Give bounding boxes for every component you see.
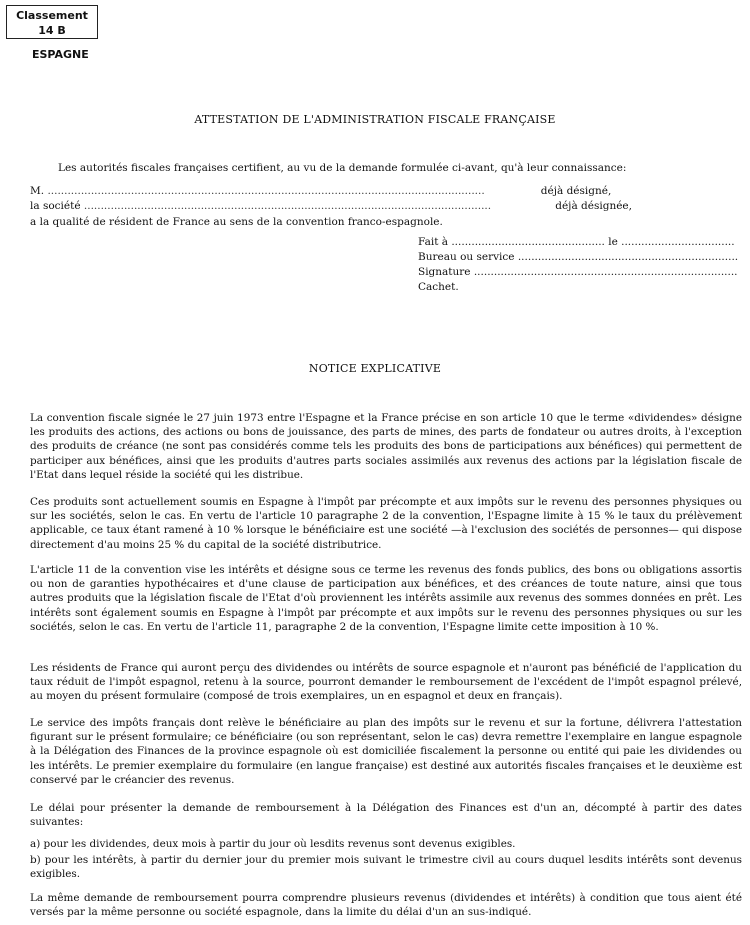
resident-name-line [30, 185, 620, 197]
resident-name-suffix: déjà désigné, [540, 185, 612, 197]
residence-statement: a la qualité de résident de France au sens de la convention franco-espagnole. [30, 216, 443, 228]
notice-paragraph-4: Les résidents de France qui auront perçu des dividendes ou intérêts de source espagnole et n'auront pas bénéficié de l'application du taux réduit de l'impôt espagnol, retenu à la source, pourront demander le remboursement de l'excédent de l'impôt espagnol prélevé, au moyen du présent formulaire (composé de trois exemplaires, un en espagnol et deux en français). [30, 662, 742, 703]
company-name-suffix: déjà désignée, [555, 200, 632, 212]
notice-paragraph-7: La même demande de remboursement pourra comprendre plusieurs revenus (dividendes et intérêts) à condition que tous aient été versés par la même personne ou société espagnole, dans la limite du délai d'un an sus-indiqué. [30, 892, 742, 919]
company-name-line [30, 200, 630, 212]
signature-line: Signature ............................................................................... [418, 266, 738, 278]
classification-code: 14 B [38, 24, 66, 37]
classification-box [6, 5, 98, 39]
attestation-title: ATTESTATION DE L'ADMINISTRATION FISCALE FRANÇAISE [194, 113, 556, 126]
attestation-intro: Les autorités fiscales françaises certifient, au vu de la demande formulée ci-avant, qu'à leur connaissance: [58, 162, 627, 174]
company-name-prefix: la société [30, 200, 81, 212]
company-name-dots: .......................................................................................................................... [83, 200, 492, 212]
notice-paragraph-6: Le délai pour présenter la demande de remboursement à la Délégation des Finances est d'un an, décompté à partir des dates suivantes: [30, 802, 742, 829]
bureau-line: Bureau ou service .................................................................. [418, 251, 739, 263]
cachet-line: Cachet. [418, 281, 459, 293]
notice-title: NOTICE EXPLICATIVE [308, 362, 442, 375]
notice-paragraph-1: La convention fiscale signée le 27 juin 1973 entre l'Espagne et la France précise en son article 10 que le terme «dividendes» désigne les produits des actions, des actions ou bons de jouissance, des parts de mines, des parts de fondateur ou autres droits, à l'exception des produits de créance (ne sont pas considérés comme tels les produits des bons de participations aux bénéfices) qui permettent de participer aux bénéfices, ainsi que les produits d'autres parts sociales assimilés aux revenus des actions par la législation fiscale de l'Etat dans lequel réside la société qui les distribue. [30, 412, 742, 481]
notice-item-b: b) pour les intérêts, à partir du dernier jour du premier mois suivant le trimestre civil au cours duquel lesdits intérêts sont devenus exigibles. [30, 854, 742, 881]
notice-paragraph-2: Ces produits sont actuellement soumis en Espagne à l'impôt par précompte et aux impôts sur le revenu des personnes physiques ou sur les sociétés, selon le cas. En vertu de l'article 10 paragraphe 2 de la convention, l'Espagne limite à 15 % le taux du prélèvement applicable, ce taux étant ramené à 10 % lorsque le bénéficiaire est une société —à l'exclusion des sociétés de personnes— qui dispose directement d'au moins 25 % du capital de la société distributrice. [30, 496, 742, 551]
notice-item-a: a) pour les dividendes, deux mois à partir du jour où lesdits revenus sont devenus exigibles. [30, 838, 516, 850]
resident-name-dots: ................................................................................................................................... [47, 185, 485, 197]
country-label: ESPAGNE [32, 48, 89, 61]
notice-paragraph-3: L'article 11 de la convention vise les intérêts et désigne sous ce terme les revenus des fonds publics, des bons ou obligations assortis ou non de garanties hypothécaires et d'une clause de participation aux bénéfices, et des créances de toute nature, ainsi que tous autres produits que la législation fiscale de l'Etat d'où proviennent les intérêts assimile aux revenus des sommes données en prêt. Les intérêts sont également soumis en Espagne à l'impôt par précompte et aux impôts sur le revenu des personnes physiques ou sur les sociétés, selon le cas. En vertu de l'article 11, paragraphe 2 de la convention, l'Espagne limite cette imposition à 10 %. [30, 564, 742, 633]
notice-paragraph-5: Le service des impôts français dont relève le bénéficiaire au plan des impôts sur le revenu et sur la fortune, délivrera l'attestation figurant sur le présent formulaire; ce bénéficiaire (ou son représentant, selon le cas) devra remettre l'exemplaire en langue espagnole à la Délégation des Finances de la province espagnole où est domiciliée fiscalement la personne ou entité qui paie les dividendes ou les intérêts. Le premier exemplaire du formulaire (en langue française) est destiné aux autorités fiscales françaises et le deuxième est conservé par le créancier des revenus. [30, 717, 742, 786]
resident-name-prefix: M. [30, 185, 45, 197]
classification-label: Classement [16, 9, 88, 22]
fait-a-line: Fait à .............................................. le .................................. [418, 236, 735, 248]
